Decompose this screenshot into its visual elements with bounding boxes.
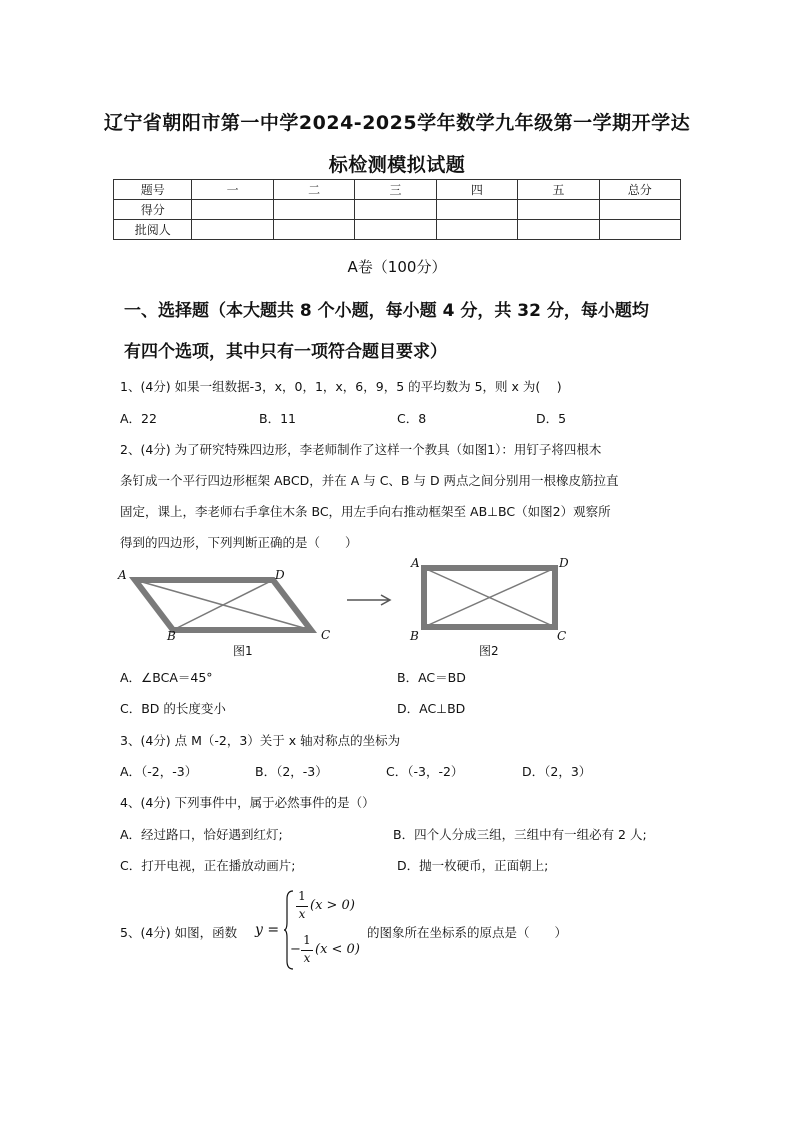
fig1-caption: 图1 <box>233 644 253 658</box>
section1-heading-line1: 一、选择题（本大题共 8 个小题，每小题 4 分，共 32 分，每小题均 <box>124 301 649 321</box>
fig2-caption: 图2 <box>479 644 499 658</box>
score-header-cell: 总分 <box>599 180 680 200</box>
fig1-label-d: D <box>275 568 285 582</box>
score-header-cell: 四 <box>436 180 517 200</box>
score-header-cell: 五 <box>518 180 599 200</box>
section1-heading-line2: 有四个选项，其中只有一项符合题目要求） <box>124 342 447 362</box>
q2-stem-line4: 得到的四边形，下列判断正确的是（ ） <box>120 535 358 550</box>
fig2-label-a: A <box>411 556 420 570</box>
q2-option-c: C．BD 的长度变小 <box>120 701 226 716</box>
q3-option-d: D．（2，3） <box>522 764 592 779</box>
q3-option-c: C．（-3，-2） <box>386 764 464 779</box>
score-table <box>113 179 681 240</box>
score-cell <box>518 200 599 220</box>
q4-option-c: C．打开电视，正在播放动画片; <box>120 858 296 873</box>
score-cell <box>436 200 517 220</box>
score-header-cell: 题号 <box>114 180 192 200</box>
q4-option-b: B．四个人分成三组，三组中有一组必有 2 人; <box>393 827 647 842</box>
q2-stem-line3: 固定，课上，李老师右手拿住木条 BC，用左手向右推动框架至 AB⊥BC（如图2）观察所 <box>120 504 611 519</box>
score-cell <box>192 220 273 240</box>
q2-option-a: A．∠BCA＝45° <box>120 670 213 685</box>
score-cell <box>518 220 599 240</box>
q4-stem: 4、(4分) 下列事件中，属于必然事件的是（） <box>120 795 375 810</box>
q1-option-d: D．5 <box>536 411 567 426</box>
score-table-row <box>114 220 681 240</box>
q1-stem: 1、(4分) 如果一组数据-3，x，0，1，x，6，9，5 的平均数为 5，则 x 为( ) <box>120 379 562 394</box>
fig2-label-b: B <box>410 629 419 643</box>
fig1-label-c: C <box>321 628 331 642</box>
score-cell <box>599 200 680 220</box>
score-cell <box>273 220 354 240</box>
fig2-label-d: D <box>559 556 569 570</box>
score-cell <box>273 200 354 220</box>
q2-option-d: D．AC⊥BD <box>397 701 466 716</box>
q4-option-a: A．经过路口，恰好遇到红灯; <box>120 827 283 842</box>
figure1-parallelogram <box>118 565 338 660</box>
q2-stem-line2: 条钉成一个平行四边形框架 ABCD，并在 A 与 C、B 与 D 两点之间分别用一根橡皮筋拉直 <box>120 473 619 488</box>
score-row-label: 得分 <box>114 200 192 220</box>
q5-suffix: 的图象所在坐标系的原点是（ ） <box>367 925 568 940</box>
q2-option-b: B．AC＝BD <box>397 670 466 685</box>
fig1-label-a: A <box>118 568 127 582</box>
score-header-cell: 二 <box>273 180 354 200</box>
exam-title-line2: 标检测模拟试题 <box>328 154 466 176</box>
piece2-condition: (x < 0) <box>315 942 360 957</box>
q2-stem-line1: 2、(4分) 为了研究特殊四边形，李老师制作了这样一个教具（如图1）：用钉子将四根木 <box>120 442 602 457</box>
q1-option-a: A．22 <box>120 411 157 426</box>
score-header-cell: 三 <box>355 180 436 200</box>
q5-function-y: y = <box>255 922 280 938</box>
piece2-sign: − <box>290 942 301 957</box>
piece2-numerator: 1 <box>303 933 311 947</box>
q3-option-b: B．（2，-3） <box>255 764 328 779</box>
figure2-rectangle <box>415 560 565 635</box>
score-row-label: 批阅人 <box>114 220 192 240</box>
piece1-numerator: 1 <box>298 889 306 903</box>
q3-option-a: A．（-2，-3） <box>120 764 198 779</box>
q1-option-c: C．8 <box>397 411 427 426</box>
diagonal-bd <box>173 580 273 630</box>
score-cell <box>355 220 436 240</box>
score-header-cell: 一 <box>192 180 273 200</box>
score-cell <box>599 220 680 240</box>
score-table-row <box>114 200 681 220</box>
score-cell <box>355 200 436 220</box>
fig1-label-b: B <box>167 629 176 643</box>
piecewise-brace <box>283 889 295 971</box>
q3-stem: 3、(4分) 点 M（-2，3）关于 x 轴对称点的坐标为 <box>120 733 401 748</box>
right-arrow-icon <box>345 592 395 608</box>
score-cell <box>436 220 517 240</box>
score-table-header-row <box>114 180 681 200</box>
piece1-denominator: x <box>298 907 306 921</box>
exam-title-line1: 辽宁省朝阳市第一中学2024-2025学年数学九年级第一学期开学达 <box>103 112 691 134</box>
q5-prefix: 5、(4分) 如图，函数 <box>120 925 238 940</box>
q4-option-d: D．抛一枚硬币，正面朝上; <box>397 858 549 873</box>
piece2-denominator: x <box>303 951 311 965</box>
piece1-condition: (x > 0) <box>310 898 355 913</box>
fig2-label-c: C <box>557 629 567 643</box>
volume-label: A卷（100分） <box>347 258 447 276</box>
q1-option-b: B．11 <box>259 411 296 426</box>
score-cell <box>192 200 273 220</box>
